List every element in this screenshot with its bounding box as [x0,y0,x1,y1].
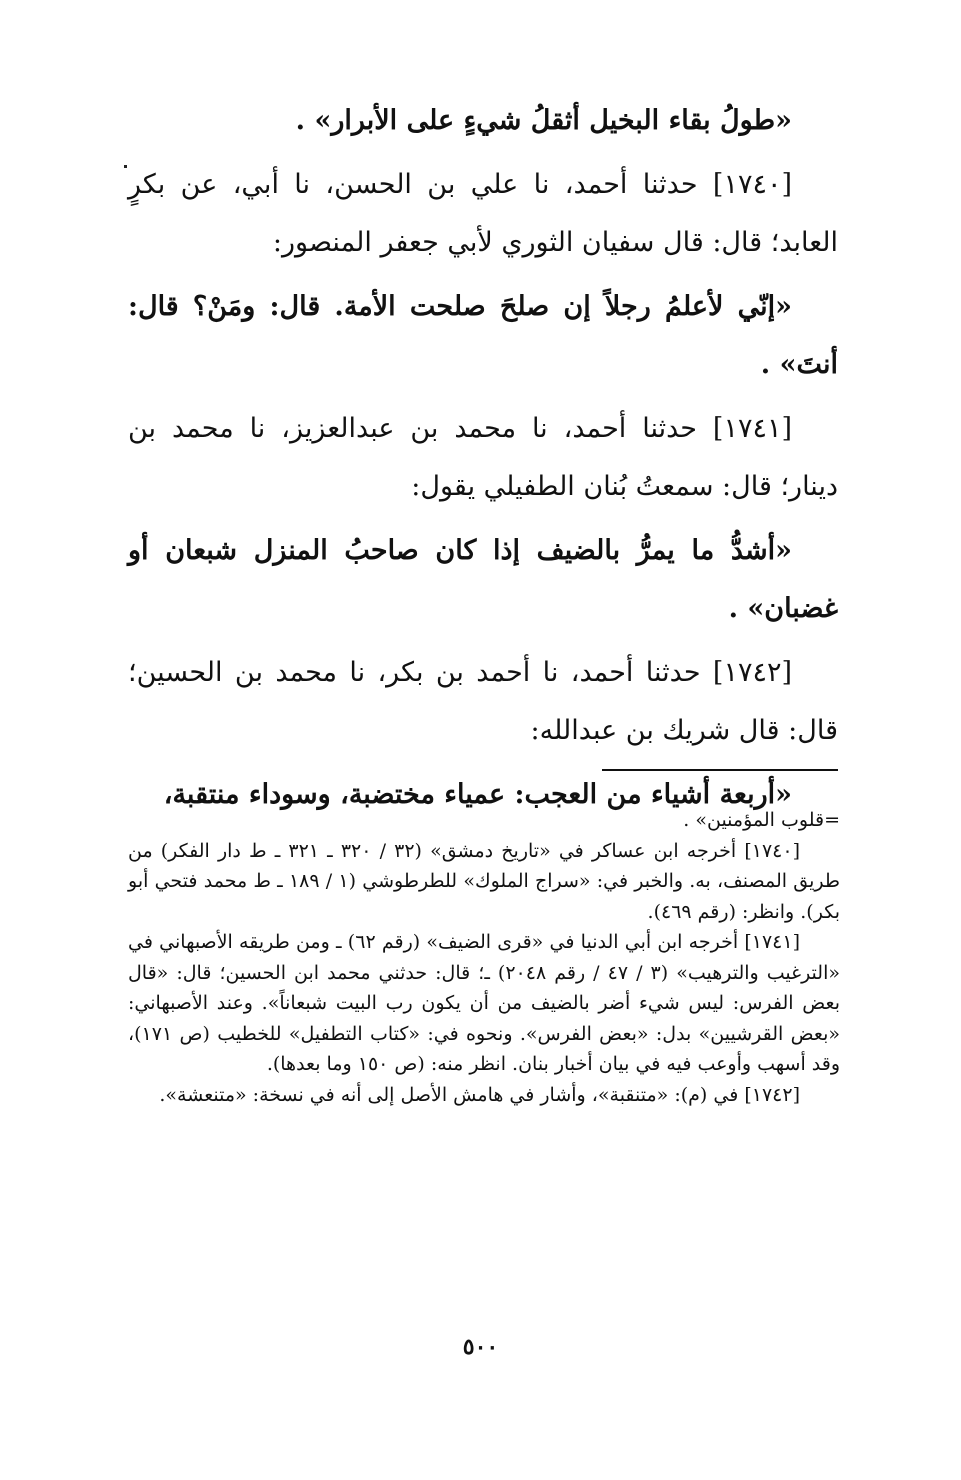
quote-1742: «أربعة أشياء من العجب: عمياء مختضبة، وسوداء منتقبة، [163,779,792,810]
footnote-1742: [١٧٤٢] في (م): «متنقبة»، وأشار في هامش الأصل إلى أنه في نسخة: «متنعشة». [159,1083,800,1106]
hadith-1741: [١٧٤١] حدثنا أحمد، نا محمد بن عبدالعزيز، نا محمد بن دينار؛ قال: سمعتُ بُنان الطفيلي يقول: [128,413,838,502]
footnote-1740: [١٧٤٠] أخرجه ابن عساكر في «تاريخ دمشق» (٣٢ / ٣٢٠ ـ ٣٢١ ـ ط دار الفكر) من طريق المصنف، به. والخبر في: «سراج الملوك» للطرطوشي (١ / ١٨٩ ـ ط محمد فتحي أبو بكر). وانظر: (رقم ٤٦٩). [128,839,840,923]
quote-1740: «إنّي لأعلمُ رجلاً إن صلحَ صلحت الأمة. قال: ومَنْ؟ قال: أنتَ» . [128,291,838,380]
page-number: ٥٠٠ [462,1334,499,1360]
stray-ink-mark [124,165,127,168]
quote-1741: «أشدُّ ما يمرُّ بالضيف إذا كان صاحبُ المنزل شبعان أو غضبان» . [128,535,838,624]
main-text-block [128,92,838,824]
hadith-1740: [١٧٤٠] حدثنا أحمد، نا علي بن الحسن، نا أبي، عن بكرٍ العابد؛ قال: قال سفيان الثوري لأبي جعفر المنصور: [128,169,838,258]
footnote-1741: [١٧٤١] أخرجه ابن أبي الدنيا في «قرى الضيف» (رقم ٦٢) ـ ومن طريقه الأصبهاني في «الترغيب والترهيب» (٣ / ٤٧ / رقم ٢٠٤٨) ـ؛ قال: حدثني محمد ابن الحسين؛ قال: «قال بعض الفرس: ليس شيء أضر بالضيف من أن يكون رب البيت شبعاناً». وعند الأصبهاني: «بعض القرشيين» بدل: «بعض الفرس». ونحوه في: «كتاب التطفيل» للخطيب (ص ١٧١)، وقد أسهب وأوعب فيه في بيان أخبار بنان. انظر منه: (ص ١٥٠ وما بعدها). [128,931,840,1075]
hadith-1742: [١٧٤٢] حدثنا أحمد، نا أحمد بن بكر، نا محمد بن الحسين؛ قال: قال شريك بن عبدالله: [128,657,838,746]
footnote-continuation: =قلوب المؤمنين» . [683,809,840,831]
quote-bakhil: «طولُ بقاء البخيل أثقلُ شيءٍ على الأبرار» . [295,105,792,136]
footnote-divider [602,769,838,771]
footnotes-block [128,805,840,1110]
